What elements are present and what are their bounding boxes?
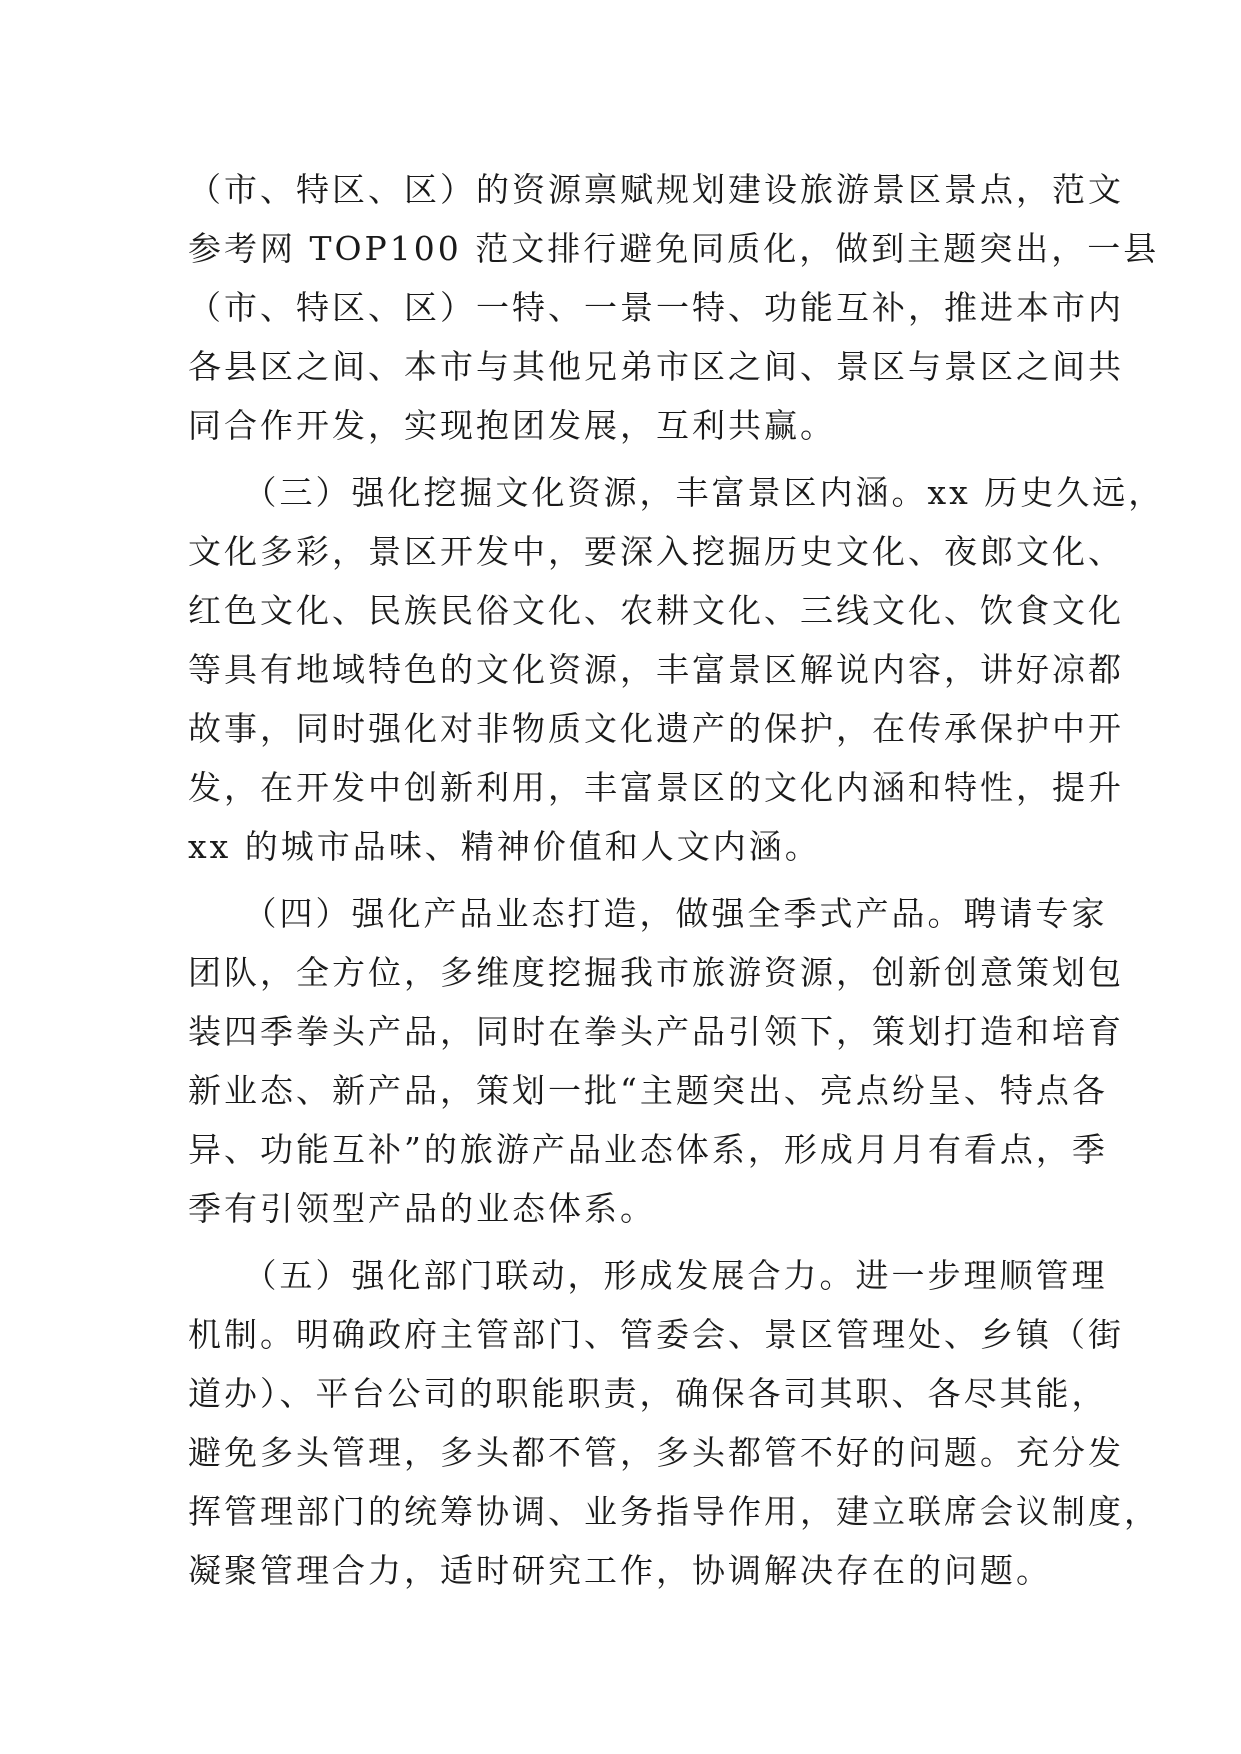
text-line: （三）强化挖掘文化资源，丰富景区内涵。xx 历史久远， [188,473,1165,512]
text-line: （市、特区、区）一特、一景一特、功能互补，推进本市内 [188,288,1124,327]
text-line: 红色文化、民族民俗文化、农耕文化、三线文化、饮食文化 [188,591,1124,630]
document-body [188,160,1165,1600]
paragraph-1 [188,160,1160,455]
text-line: 凝聚管理合力，适时研究工作，协调解决存在的问题。 [188,1551,1052,1590]
text-line: 团队，全方位，多维度挖掘我市旅游资源，创新创意策划包 [188,953,1124,992]
text-line: 等具有地域特色的文化资源，丰富景区解说内容，讲好凉都 [188,650,1124,689]
text-line: 季有引领型产品的业态体系。 [188,1189,656,1228]
paragraph-2 [188,463,1165,876]
paragraph-4 [188,1246,1160,1600]
text-line: 文化多彩，景区开发中，要深入挖掘历史文化、夜郎文化、 [188,532,1124,571]
text-line: 避免多头管理，多头都不管，多头都管不好的问题。充分发 [188,1433,1124,1472]
text-line: 装四季拳头产品，同时在拳头产品引领下，策划打造和培育 [188,1012,1124,1051]
text-line: 各县区之间、本市与其他兄弟市区之间、景区与景区之间共 [188,347,1124,386]
text-line: 发，在开发中创新利用，丰富景区的文化内涵和特性，提升 [188,768,1124,807]
text-line: （五）强化部门联动，形成发展合力。进一步理顺管理 [188,1256,1108,1295]
text-line: 同合作开发，实现抱团发展，互利共赢。 [188,406,836,445]
text-line: 机制。明确政府主管部门、管委会、景区管理处、乡镇（街 [188,1315,1124,1354]
text-line: 故事，同时强化对非物质文化遗产的保护，在传承保护中开 [188,709,1124,748]
text-line: 道办）、平台公司的职能职责，确保各司其职、各尽其能， [188,1374,1108,1413]
text-line: 新业态、新产品，策划一批“主题突出、亮点纷呈、特点各 [188,1071,1108,1110]
text-line: 挥管理部门的统筹协调、业务指导作用，建立联席会议制度， [188,1492,1160,1531]
text-line: 异、功能互补”的旅游产品业态体系，形成月月有看点，季 [188,1130,1108,1169]
text-line: 参考网 TOP100 范文排行避免同质化，做到主题突出，一县 [188,229,1160,268]
paragraph-3 [188,884,1124,1238]
text-line: xx 的城市品味、精神价值和人文内涵。 [188,827,821,866]
text-line: （四）强化产品业态打造，做强全季式产品。聘请专家 [188,894,1108,933]
text-line: （市、特区、区）的资源禀赋规划建设旅游景区景点，范文 [188,170,1124,209]
